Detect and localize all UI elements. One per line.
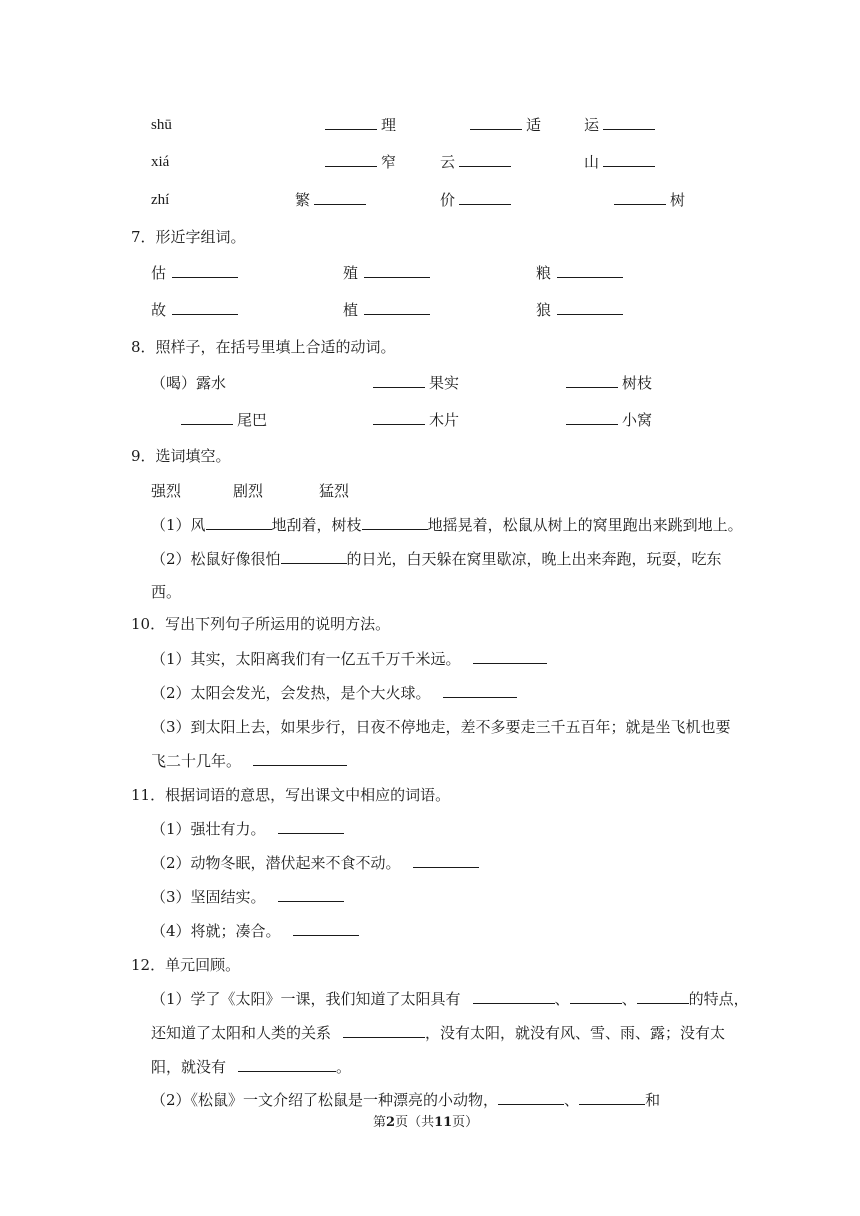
q8-item: 果实: [373, 373, 459, 393]
q12-p1-line1: （1）学了《太阳》一课，我们知道了太阳具有 、 、 的特点，: [151, 990, 749, 1008]
q6-item: 窄: [325, 152, 396, 172]
q10-sentence-2: （2）太阳会发光，会发热，是个大火球。: [151, 683, 521, 703]
q6-item: 价: [440, 190, 515, 210]
q11-title: 11．根据词语的意思，写出课文中相应的词语。: [131, 786, 451, 804]
answer-blank[interactable]: [614, 190, 666, 205]
answer-blank[interactable]: [459, 190, 511, 205]
q6-item: 繁: [295, 190, 370, 210]
q7-item: 估: [151, 263, 242, 283]
pinyin-zhi: zhí: [151, 192, 170, 208]
q9-sentence-1: （1）风 地刮着，树枝 地摇晃着，松鼠从树上的窝里跑出来跳到地上。: [151, 516, 743, 534]
answer-blank[interactable]: [579, 1090, 645, 1105]
q6-item: 云: [440, 152, 515, 172]
q9-title: 9．选词填空。: [131, 447, 231, 465]
answer-blank[interactable]: [566, 373, 618, 388]
q9-sentence-2-cont: 西。: [151, 583, 182, 601]
q12-p1-line3: 阳，就没有 。: [151, 1058, 352, 1076]
q7-title: 7．形近字组词。: [131, 228, 246, 246]
answer-blank[interactable]: [343, 1023, 425, 1038]
answer-blank[interactable]: [413, 853, 479, 868]
q7-item: 狼: [536, 300, 627, 320]
q9-word: 剧烈: [233, 482, 264, 500]
q10-sentence-3-cont: 飞二十几年。: [151, 751, 351, 771]
answer-blank[interactable]: [314, 190, 366, 205]
answer-blank[interactable]: [603, 115, 655, 130]
q11-item-3: （3）坚固结实。: [151, 887, 348, 907]
answer-blank[interactable]: [172, 263, 238, 278]
answer-blank[interactable]: [443, 683, 517, 698]
answer-blank[interactable]: [373, 373, 425, 388]
q10-sentence-1: （1）其实，太阳离我们有一亿五千万千米远。: [151, 649, 551, 669]
q9-word: 强烈: [151, 482, 182, 500]
answer-blank[interactable]: [293, 921, 359, 936]
q7-item: 植: [343, 300, 434, 320]
answer-blank[interactable]: [278, 887, 344, 902]
answer-blank[interactable]: [362, 515, 428, 530]
pinyin-shu: shū: [151, 117, 172, 133]
page-number: 第2页（共11页）: [373, 1115, 479, 1130]
answer-blank[interactable]: [364, 300, 430, 315]
answer-blank[interactable]: [238, 1057, 336, 1072]
q11-item-1: （1）强壮有力。: [151, 819, 348, 839]
q9-sentence-2: （2）松鼠好像很怕 的日光，白天躲在窝里歇凉，晚上出来奔跑，玩耍，吃东: [151, 550, 722, 568]
answer-blank[interactable]: [206, 515, 272, 530]
answer-blank[interactable]: [603, 152, 655, 167]
answer-blank[interactable]: [473, 649, 547, 664]
q8-item: 木片: [373, 410, 459, 430]
answer-blank[interactable]: [364, 263, 430, 278]
answer-blank[interactable]: [570, 989, 622, 1004]
q6-item: 运: [584, 115, 659, 135]
answer-blank[interactable]: [470, 115, 522, 130]
answer-blank[interactable]: [637, 989, 689, 1004]
answer-blank[interactable]: [459, 152, 511, 167]
q12-title: 12．单元回顾。: [131, 956, 241, 974]
q12-p2-line1: （2）《松鼠》一文介绍了松鼠是一种漂亮的小动物， 、 和: [151, 1091, 661, 1109]
q6-item: 树: [614, 190, 685, 210]
q10-sentence-3: （3）到太阳上去，如果步行，日夜不停地走，差不多要走三千五百年；就是坐飞机也要: [151, 718, 731, 736]
answer-blank[interactable]: [373, 410, 425, 425]
q8-title: 8．照样子，在括号里填上合适的动词。: [131, 338, 396, 356]
pinyin-xia: xiá: [151, 154, 170, 170]
answer-blank[interactable]: [325, 115, 377, 130]
q12-p1-line2: 还知道了太阳和人类的关系 ，没有太阳，就没有风、雪、雨、露；没有太: [151, 1024, 726, 1042]
answer-blank[interactable]: [325, 152, 377, 167]
q8-item: 树枝: [566, 373, 652, 393]
q7-item: 粮: [536, 263, 627, 283]
answer-blank[interactable]: [566, 410, 618, 425]
q8-item: 尾巴: [181, 410, 267, 430]
q6-item: 理: [325, 115, 396, 135]
q7-item: 故: [151, 300, 242, 320]
q6-item: 适: [470, 115, 541, 135]
q6-item: 山: [584, 152, 659, 172]
answer-blank[interactable]: [253, 751, 347, 766]
q8-example: （喝）露水: [151, 374, 227, 392]
answer-blank[interactable]: [473, 989, 555, 1004]
q11-item-4: （4）将就；凑合。: [151, 921, 363, 941]
answer-blank[interactable]: [557, 263, 623, 278]
answer-blank[interactable]: [172, 300, 238, 315]
answer-blank[interactable]: [498, 1090, 564, 1105]
q9-word: 猛烈: [319, 482, 350, 500]
answer-blank[interactable]: [181, 410, 233, 425]
q7-item: 殖: [343, 263, 434, 283]
q8-item: 小窝: [566, 410, 652, 430]
answer-blank[interactable]: [557, 300, 623, 315]
answer-blank[interactable]: [278, 819, 344, 834]
q11-item-2: （2）动物冬眠，潜伏起来不食不动。: [151, 853, 483, 873]
answer-blank[interactable]: [281, 549, 347, 564]
q10-title: 10．写出下列句子所运用的说明方法。: [131, 615, 391, 633]
